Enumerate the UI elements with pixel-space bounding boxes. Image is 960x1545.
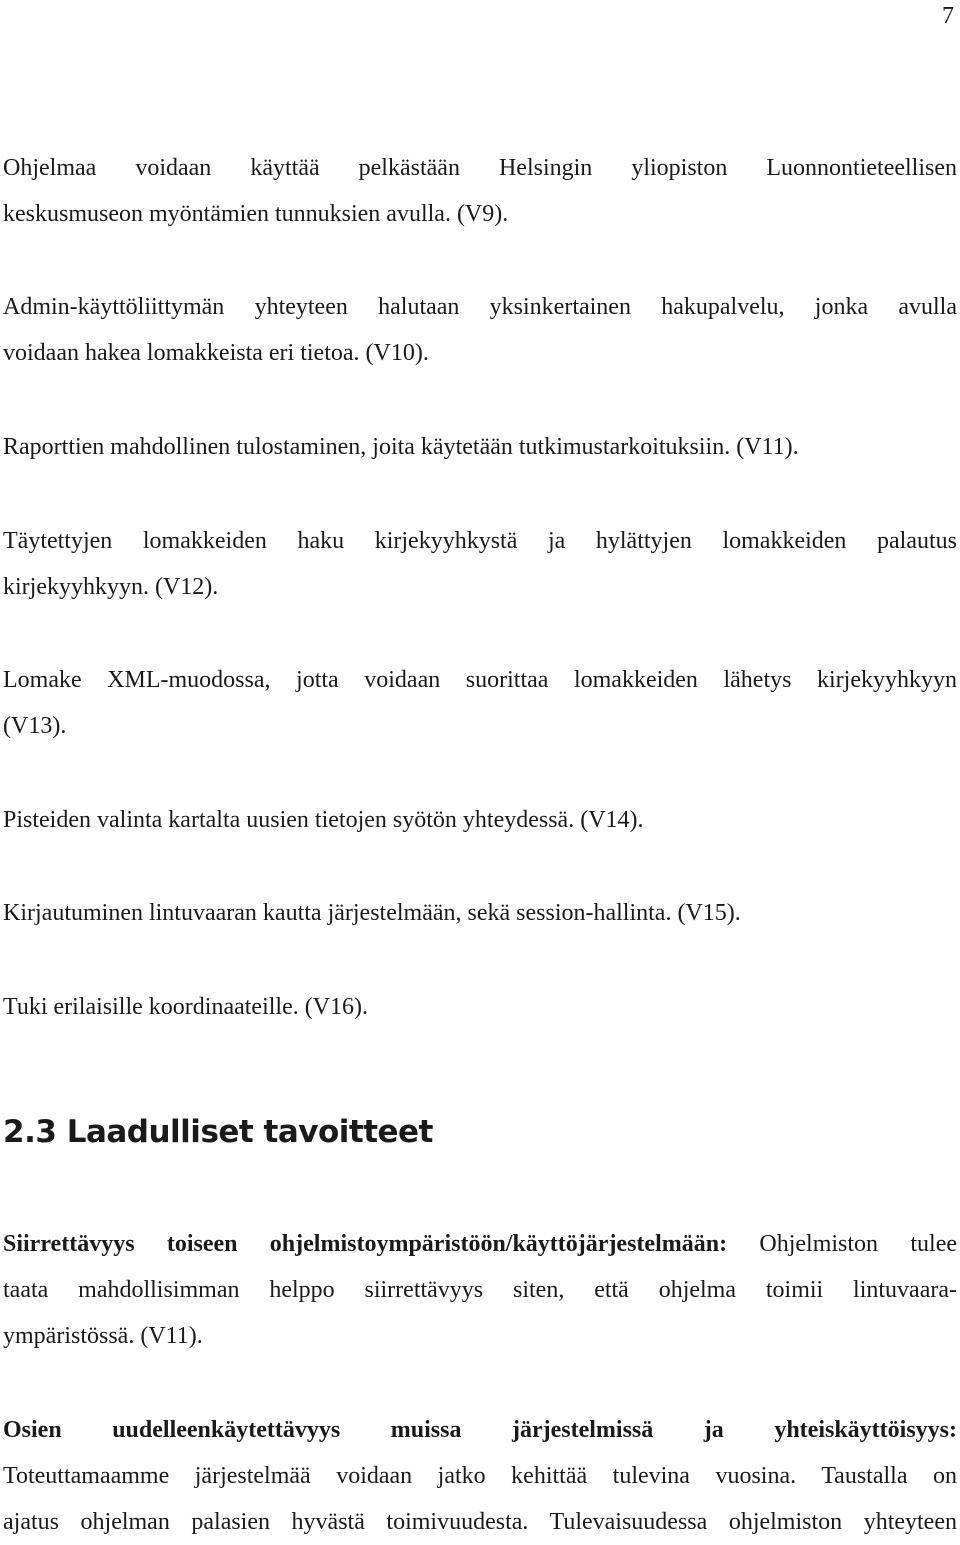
- page-number: 7: [942, 3, 954, 29]
- paragraph-line: Raporttien mahdollinen tulostaminen, joita käytetään tutkimustarkoituksiin. (V11).: [3, 434, 799, 460]
- goal-text: Ohjelmiston tulee: [727, 1231, 957, 1257]
- section-heading: 2.3 Laadulliset tavoitteet: [3, 1114, 433, 1150]
- paragraph-line: kirjekyyhkyyn. (V12).: [3, 574, 219, 600]
- paragraph-line: Toteuttamaamme järjestelmää voidaan jatko kehittää tulevina vuosina. Taustalla on: [3, 1463, 957, 1489]
- paragraph-line: voidaan hakea lomakkeista eri tietoa. (V10).: [3, 340, 429, 366]
- paragraph-line: ajatus ohjelman palasien hyvästä toimivuudesta. Tulevaisuudessa ohjelmiston yhteyteen: [3, 1509, 957, 1535]
- paragraph-line: taata mahdollisimman helppo siirrettävyys siten, että ohjelma toimii lintuvaara-: [3, 1277, 957, 1303]
- paragraph-line: keskusmuseon myöntämien tunnuksien avulla. (V9).: [3, 201, 509, 227]
- goal-title: Siirrettävyys toiseen ohjelmistoympäristöön/käyttöjärjestelmään:: [3, 1231, 728, 1257]
- paragraph-line: Tuki erilaisille koordinaateille. (V16).: [3, 994, 369, 1020]
- paragraph-line: Admin-käyttöliittymän yhteyteen halutaan yksinkertainen hakupalvelu, jonka avulla: [3, 294, 957, 320]
- requirement-v15: [3, 890, 957, 936]
- requirement-v13: [3, 657, 957, 749]
- paragraph-line: Ohjelmaa voidaan käyttää pelkästään Helsingin yliopiston Luonnontieteellisen: [3, 155, 957, 181]
- requirement-v10: [3, 284, 957, 376]
- requirement-v12: [3, 518, 957, 610]
- goal-title: Osien uudelleenkäytettävyys muissa järjestelmissä ja yhteiskäyttöisyys:: [3, 1417, 957, 1443]
- quality-goal-reusability: [3, 1407, 957, 1545]
- requirement-v16: [3, 984, 957, 1030]
- paragraph-line: ympäristössä. (V11).: [3, 1323, 203, 1349]
- quality-goal-portability: [3, 1221, 957, 1359]
- paragraph-line: Pisteiden valinta kartalta uusien tietojen syötön yhteydessä. (V14).: [3, 807, 644, 833]
- paragraph-line: Kirjautuminen lintuvaaran kautta järjestelmään, sekä session-hallinta. (V15).: [3, 900, 741, 926]
- paragraph-line: (V13).: [3, 713, 67, 739]
- paragraph-line: Täytettyjen lomakkeiden haku kirjekyyhkystä ja hylättyjen lomakkeiden palautus: [3, 528, 957, 554]
- requirement-v14: [3, 797, 957, 843]
- paragraph-line: [3, 1221, 957, 1267]
- paragraph-line: Lomake XML-muodossa, jotta voidaan suorittaa lomakkeiden lähetys kirjekyyhkyyn: [3, 667, 957, 693]
- paragraph-line: [3, 1407, 957, 1453]
- requirement-v11: [3, 424, 957, 470]
- requirement-v9: [3, 145, 957, 237]
